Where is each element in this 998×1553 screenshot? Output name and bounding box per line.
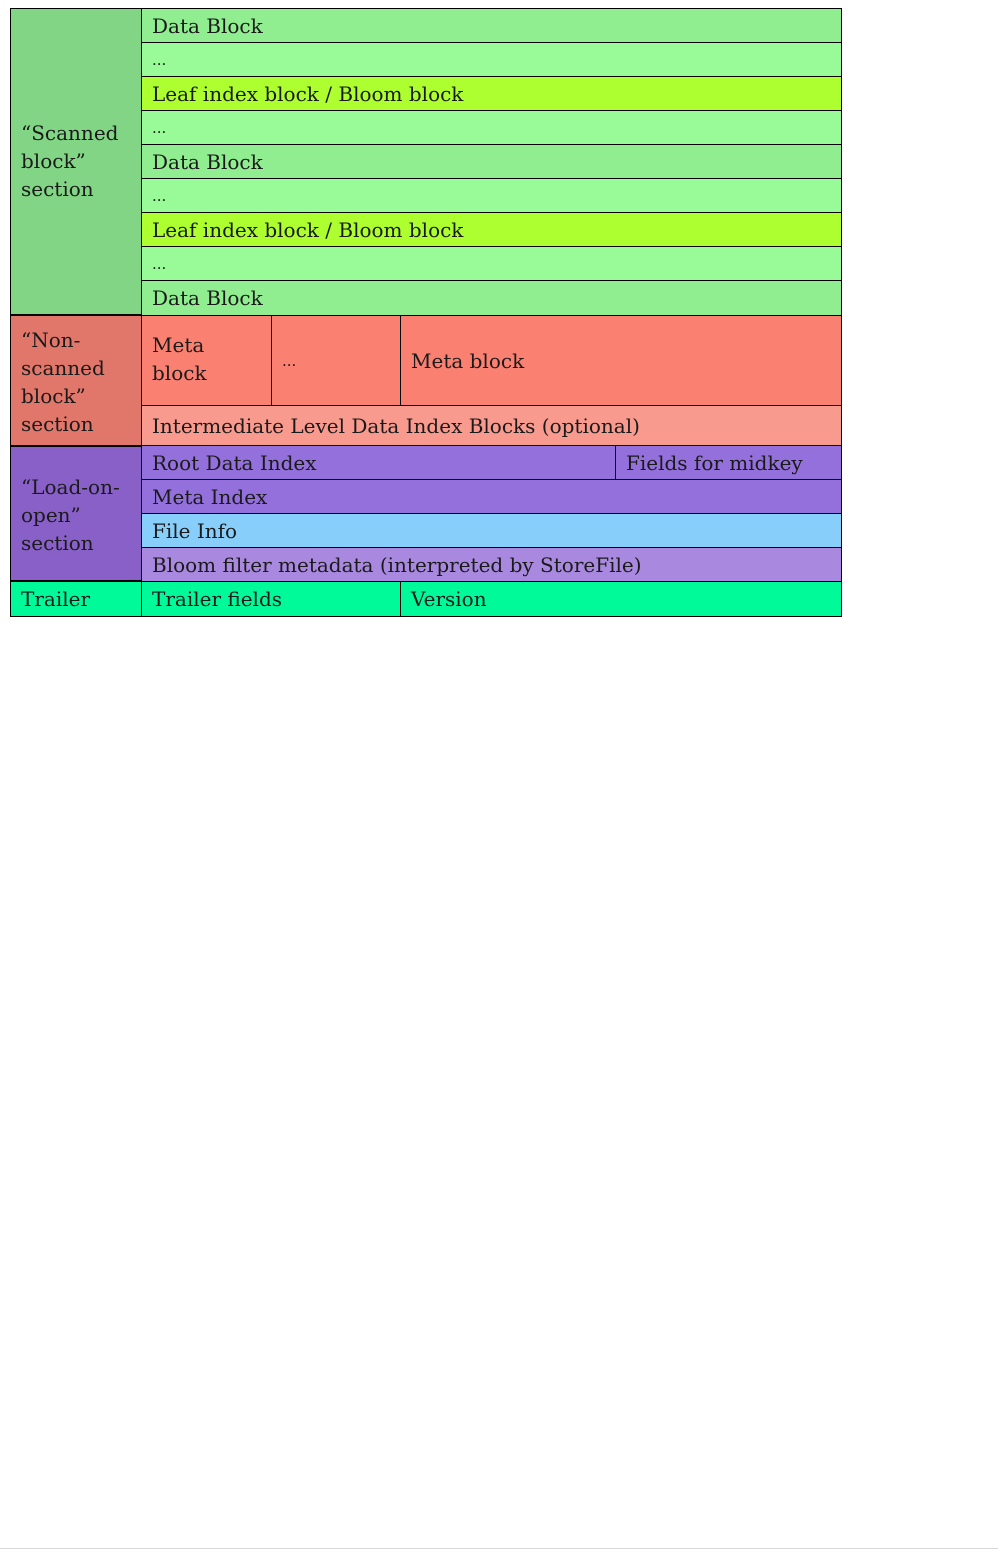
- row-label: Fields for midkey: [626, 450, 803, 475]
- root-data-index-cell: [141, 445, 616, 480]
- trailer-section-label: [10, 581, 142, 617]
- meta-block-cell: [141, 315, 272, 406]
- row-label: File Info: [152, 518, 238, 543]
- row-label: ...: [152, 118, 167, 137]
- row-label: Data Block: [152, 13, 263, 38]
- row-label: Trailer fields: [152, 587, 283, 611]
- data-block-row: [141, 280, 842, 316]
- ellipsis-row: [141, 178, 842, 213]
- row-label: Root Data Index: [152, 450, 317, 475]
- row-label: Data Block: [152, 286, 263, 310]
- loadonopen-section-label: [10, 446, 142, 581]
- row-label: ...: [152, 186, 167, 205]
- ellipsis-row: [141, 42, 842, 77]
- nonscanned-section-text: “Non-scanned block” section: [21, 328, 105, 436]
- scanned-section-text: “Scanned block” section: [21, 121, 119, 201]
- version-cell: [400, 581, 842, 617]
- meta-ellipsis-cell: [271, 315, 401, 406]
- scanned-section-label: [10, 8, 142, 315]
- ellipsis-row: [141, 246, 842, 281]
- meta-block-label: Meta block: [411, 348, 525, 373]
- leaf-bloom-block-row: [141, 212, 842, 247]
- row-label: Intermediate Level Data Index Blocks (optional): [152, 413, 640, 438]
- meta-block-label: Meta block: [152, 333, 207, 385]
- meta-block-cell-wide: [400, 315, 842, 406]
- trailer-section-text: Trailer: [21, 587, 91, 611]
- leaf-bloom-block-row: [141, 76, 842, 111]
- intermediate-index-row: [141, 405, 842, 446]
- hfile-format-diagram: [10, 8, 842, 617]
- row-label: Leaf index block / Bloom block: [152, 81, 464, 106]
- ellipsis-label: ...: [282, 351, 297, 370]
- row-label: ...: [152, 50, 167, 69]
- loadonopen-section-text: “Load-on-open” section: [21, 475, 120, 555]
- data-block-row: [141, 144, 842, 179]
- midkey-fields-cell: [615, 445, 842, 480]
- trailer-fields-cell: [141, 581, 401, 617]
- row-label: Meta Index: [152, 484, 268, 509]
- nonscanned-section-label: [10, 315, 142, 446]
- page-bottom-divider: [0, 1548, 998, 1549]
- row-label: Data Block: [152, 149, 263, 174]
- ellipsis-row: [141, 110, 842, 145]
- data-block-row: [141, 8, 842, 43]
- row-label: Bloom filter metadata (interpreted by StoreFile): [152, 552, 642, 577]
- meta-index-row: [141, 479, 842, 514]
- file-info-row: [141, 513, 842, 548]
- row-label: ...: [152, 254, 167, 273]
- bloom-metadata-row: [141, 547, 842, 582]
- row-label: Version: [411, 587, 487, 611]
- row-label: Leaf index block / Bloom block: [152, 217, 464, 242]
